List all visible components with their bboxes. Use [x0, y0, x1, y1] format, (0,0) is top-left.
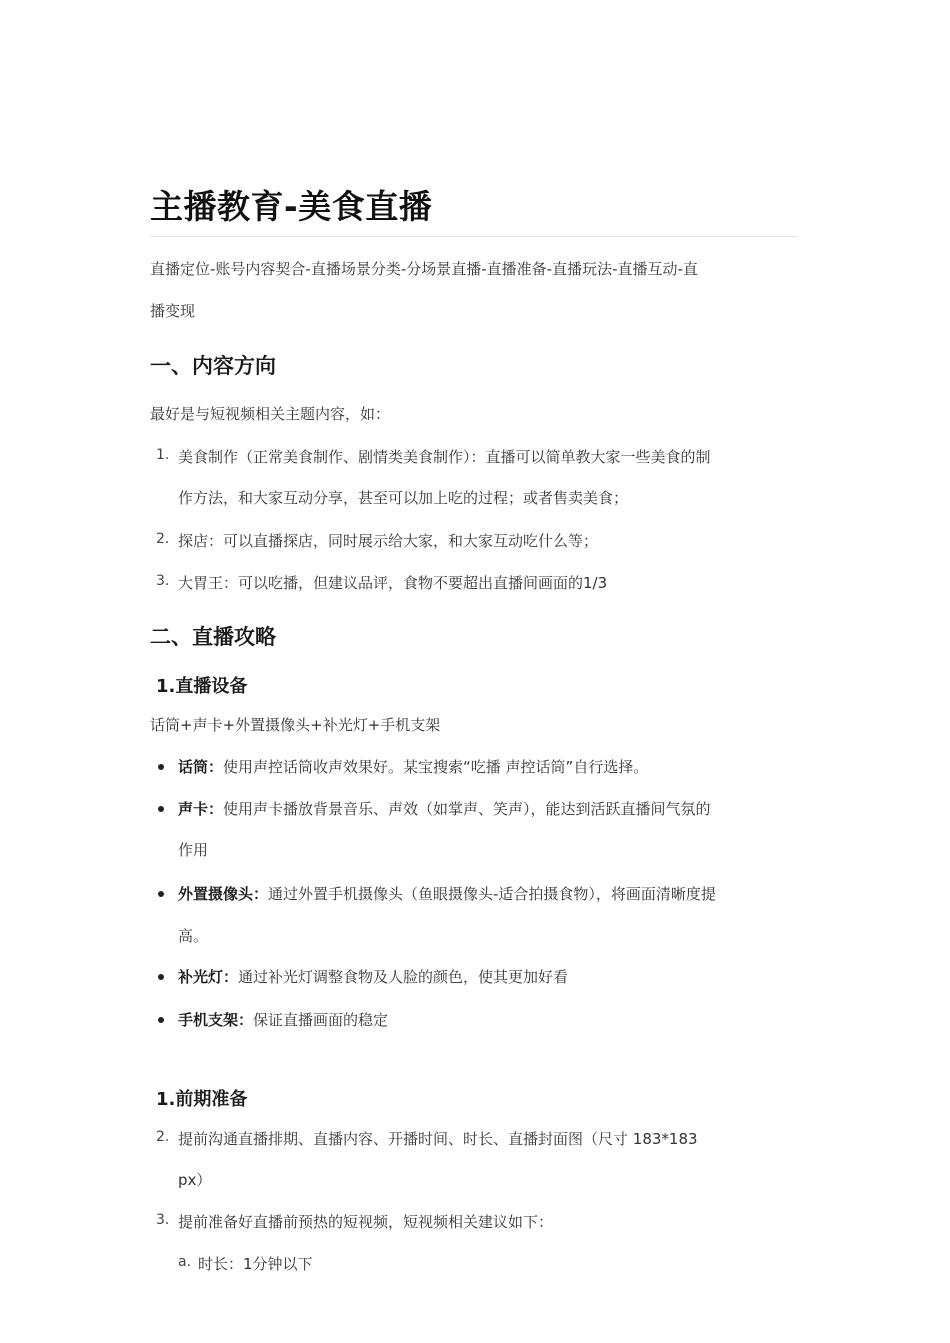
subtitle-line-2: 播变现: [150, 302, 196, 320]
list-number: 1.: [156, 447, 170, 463]
list-text: 大胃王：可以吃播，但建议品评，食物不要超出直播间画面的1/3: [178, 574, 608, 592]
list-item: [150, 530, 800, 554]
bullet-item: [150, 1009, 800, 1033]
list-number: 2.: [156, 1129, 170, 1145]
bullet-dot: [158, 974, 164, 980]
subsection-number: 1.: [156, 1089, 176, 1110]
bullet-dot: [158, 891, 164, 897]
bullet-item: [150, 756, 800, 780]
list-text: 探店：可以直播探店，同时展示给大家，和大家互动吃什么等；: [178, 532, 599, 550]
bullet-item: [150, 966, 800, 990]
list-item: [150, 572, 800, 596]
bullet-text: 保证直播画面的稳定: [253, 1011, 389, 1029]
list-text-continued: px）: [178, 1171, 212, 1189]
subsection-heading: [156, 1085, 247, 1111]
bullet-label: 声卡：: [178, 800, 224, 818]
list-number: 3.: [156, 1212, 170, 1228]
bullet-dot: [158, 1017, 164, 1023]
list-item: [150, 1128, 800, 1198]
section-2-heading: 二、直播攻略: [150, 625, 276, 649]
page-title: 主播教育-美食直播: [150, 187, 433, 226]
subsection-number: 1.: [156, 676, 176, 697]
bullet-text: 使用声卡播放背景音乐、声效（如掌声、笑声），能达到活跃直播间气氛的: [223, 800, 711, 818]
bullet-item: [150, 883, 800, 953]
bullet-text: 通过外置手机摄像头（鱼眼摄像头-适合拍摄食物），将画面清晰度提: [268, 885, 716, 903]
bullet-label: 手机支架：: [178, 1011, 254, 1029]
bullet-item: [150, 798, 800, 868]
subsection-title: 直播设备: [175, 676, 248, 697]
bullet-label: 补光灯：: [178, 968, 239, 986]
title-divider: [150, 236, 798, 237]
list-number: 3.: [156, 573, 170, 589]
list-text: 美食制作（正常美食制作、剧情类美食制作）：直播可以简单教大家一些美食的制: [178, 448, 711, 466]
section-1-intro: 最好是与短视频相关主题内容，如：: [150, 405, 391, 423]
bullet-text-continued: 作用: [178, 841, 209, 859]
bullet-label: 外置摄像头：: [178, 885, 269, 903]
list-text: 提前准备好直播前预热的短视频，短视频相关建议如下：: [178, 1213, 554, 1231]
equipment-intro: 话筒+声卡+外置摄像头+补光灯+手机支架: [150, 716, 441, 734]
sub-list-text: 时长：1分钟以下: [198, 1255, 313, 1273]
section-1-heading: 一、内容方向: [150, 354, 276, 378]
bullet-dot: [158, 806, 164, 812]
bullet-dot: [158, 764, 164, 770]
list-text: 提前沟通直播排期、直播内容、开播时间、时长、直播封面图（尺寸 183*183: [178, 1130, 698, 1148]
bullet-text: 通过补光灯调整食物及人脸的颜色，使其更加好看: [238, 968, 569, 986]
list-item: [150, 1211, 800, 1235]
bullet-text-continued: 高。: [178, 927, 209, 945]
list-number: 2.: [156, 531, 170, 547]
sub-list-item: [178, 1253, 778, 1277]
subsection-heading: [156, 672, 247, 698]
list-text-continued: 作方法，和大家互动分享，甚至可以加上吃的过程；或者售卖美食；: [178, 489, 629, 507]
subtitle-line-1: 直播定位-账号内容契合-直播场景分类-分场景直播-直播准备-直播玩法-直播互动-直: [150, 260, 698, 278]
sub-list-marker: a.: [178, 1254, 192, 1270]
bullet-text: 使用声控话筒收声效果好。某宝搜索“吃播 声控话筒”自行选择。: [223, 758, 649, 776]
bullet-label: 话筒：: [178, 758, 224, 776]
subsection-title: 前期准备: [175, 1089, 248, 1110]
